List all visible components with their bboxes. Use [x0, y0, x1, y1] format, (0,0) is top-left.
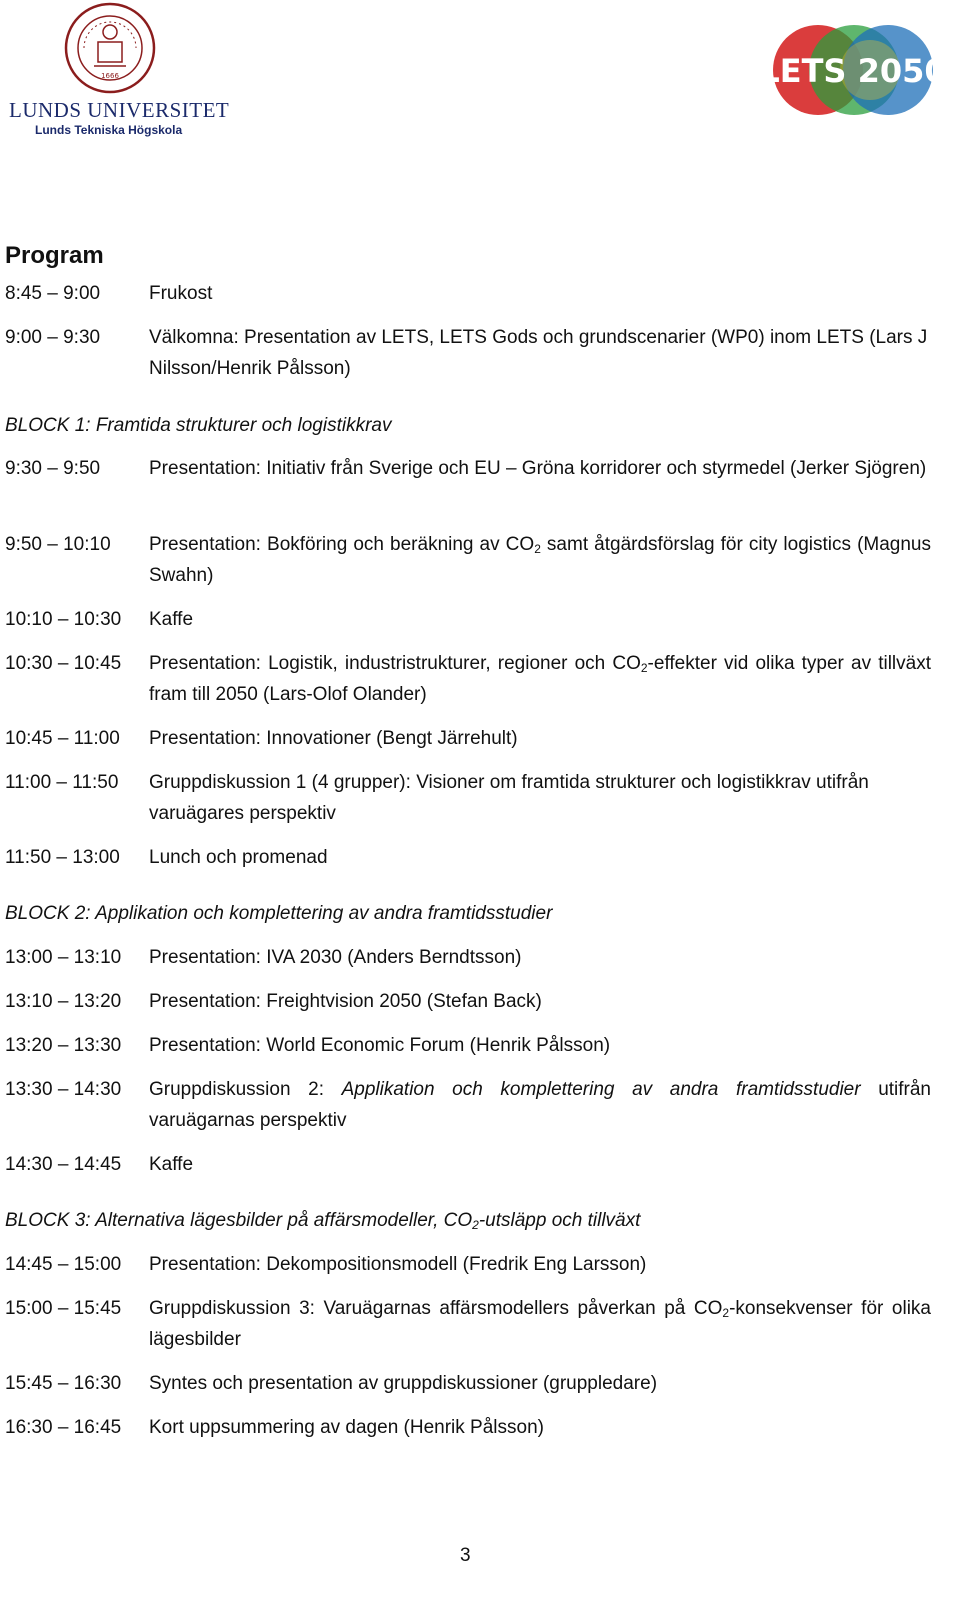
- description-part: -effekter vid olika typer av tillväxt fram till 2050 (Lars-Olof Olander): [149, 653, 931, 705]
- schedule-description: Lunch och promenad: [149, 847, 328, 868]
- university-name: LUNDS UNIVERSITET: [9, 98, 230, 122]
- schedule-description: [149, 1293, 931, 1355]
- schedule-description: Presentation: World Economic Forum (Henrik Pålsson): [149, 1035, 611, 1056]
- lund-university-logo: [4, 2, 230, 138]
- block-heading: [5, 1205, 640, 1236]
- schedule-description: Presentation: Innovationer (Bengt Järrehult): [149, 728, 518, 749]
- block-heading: BLOCK 1: Framtida strukturer och logistikkrav: [5, 415, 392, 436]
- description-part: Presentation: Bokföring och beräkning av CO: [149, 534, 535, 555]
- schedule-time: 9:00 – 9:30: [5, 327, 101, 348]
- schedule-description: Frukost: [149, 283, 213, 304]
- schedule-time: 9:30 – 9:50: [5, 458, 101, 479]
- lets-logo-text: LETS 2050: [759, 52, 947, 90]
- schedule-time: 10:30 – 10:45: [5, 653, 122, 674]
- schedule-time: 11:50 – 13:00: [5, 847, 120, 868]
- schedule-time: 13:20 – 13:30: [5, 1035, 122, 1056]
- schedule-time: 14:45 – 15:00: [5, 1254, 122, 1275]
- schedule-description: Välkomna: Presentation av LETS, LETS Gods och grundscenarier (WP0) inom LETS (Lars J Nilsson/Henrik Pålsson): [149, 327, 928, 379]
- schedule-time: 16:30 – 16:45: [5, 1417, 122, 1438]
- schedule-description: [149, 1074, 931, 1136]
- university-seal-icon: [64, 2, 156, 94]
- schedule-description: Kaffe: [149, 1154, 194, 1175]
- university-faculty: Lunds Tekniska Högskola: [35, 123, 183, 137]
- description-part: Gruppdiskussion 3: Varuägarnas affärsmodellers påverkan på CO: [149, 1298, 723, 1319]
- description-subscript: 2: [534, 542, 541, 556]
- schedule-description: Presentation: IVA 2030 (Anders Berndtsson): [149, 947, 522, 968]
- schedule-description: Presentation: Initiativ från Sverige och EU – Gröna korridorer och styrmedel (Jerker Sjögren): [149, 458, 927, 479]
- program-title: Program: [5, 242, 104, 269]
- block-heading-part: -utsläpp och tillväxt: [478, 1210, 641, 1231]
- schedule-description: Presentation: Dekompositionsmodell (Fredrik Eng Larsson): [149, 1254, 647, 1275]
- schedule-time: 13:00 – 13:10: [5, 947, 122, 968]
- page-header: [0, 0, 960, 150]
- schedule-time: 11:00 – 11:50: [5, 772, 119, 793]
- description-subscript: 2: [640, 661, 648, 675]
- schedule-time: 10:10 – 10:30: [5, 609, 122, 630]
- schedule-time: 8:45 – 9:00: [5, 283, 101, 304]
- description-italic: Applikation och komplettering av andra framtidsstudier: [341, 1079, 861, 1100]
- schedule-time: 10:45 – 11:00: [5, 728, 120, 749]
- schedule-time: 15:00 – 15:45: [5, 1298, 122, 1319]
- schedule-description: Syntes och presentation av gruppdiskussioner (gruppledare): [149, 1373, 658, 1394]
- schedule-description: [149, 529, 931, 591]
- block-heading-subscript: 2: [472, 1218, 479, 1232]
- schedule-description: Kaffe: [149, 609, 194, 630]
- schedule-description: [149, 648, 931, 710]
- description-part: Presentation: Logistik, industristrukturer, regioner och CO: [149, 653, 641, 674]
- schedule-description: Presentation: Freightvision 2050 (Stefan Back): [149, 991, 542, 1012]
- schedule-description: Kort uppsummering av dagen (Henrik Pålsson): [149, 1417, 544, 1438]
- seal-year: 1666: [101, 72, 119, 80]
- schedule-time: 15:45 – 16:30: [5, 1373, 122, 1394]
- block-heading: BLOCK 2: Applikation och komplettering av andra framtidsstudier: [5, 903, 553, 924]
- description-part: -konsekvenser för olika lägesbilder: [149, 1298, 931, 1350]
- lets-logo-graphic: [759, 20, 947, 120]
- schedule-time: 13:30 – 14:30: [5, 1079, 122, 1100]
- schedule-time: 14:30 – 14:45: [5, 1154, 122, 1175]
- description-subscript: 2: [722, 1306, 730, 1320]
- page-number: 3: [460, 1545, 471, 1566]
- description-part: Gruppdiskussion 2:: [149, 1079, 342, 1100]
- block-heading-part: BLOCK 3: Alternativa lägesbilder på affärsmodeller, CO: [5, 1210, 473, 1231]
- lets-2050-logo: [759, 20, 947, 120]
- schedule-time: 9:50 – 10:10: [5, 534, 111, 555]
- schedule-description: Gruppdiskussion 1 (4 grupper): Visioner om framtida strukturer och logistikkrav utifrån varuägares perspektiv: [149, 772, 869, 824]
- description-part: samt åtgärdsförslag för city logistics (Magnus Swahn): [149, 534, 931, 586]
- description-part: utifrån varuägarnas perspektiv: [149, 1079, 931, 1131]
- schedule-time: 13:10 – 13:20: [5, 991, 122, 1012]
